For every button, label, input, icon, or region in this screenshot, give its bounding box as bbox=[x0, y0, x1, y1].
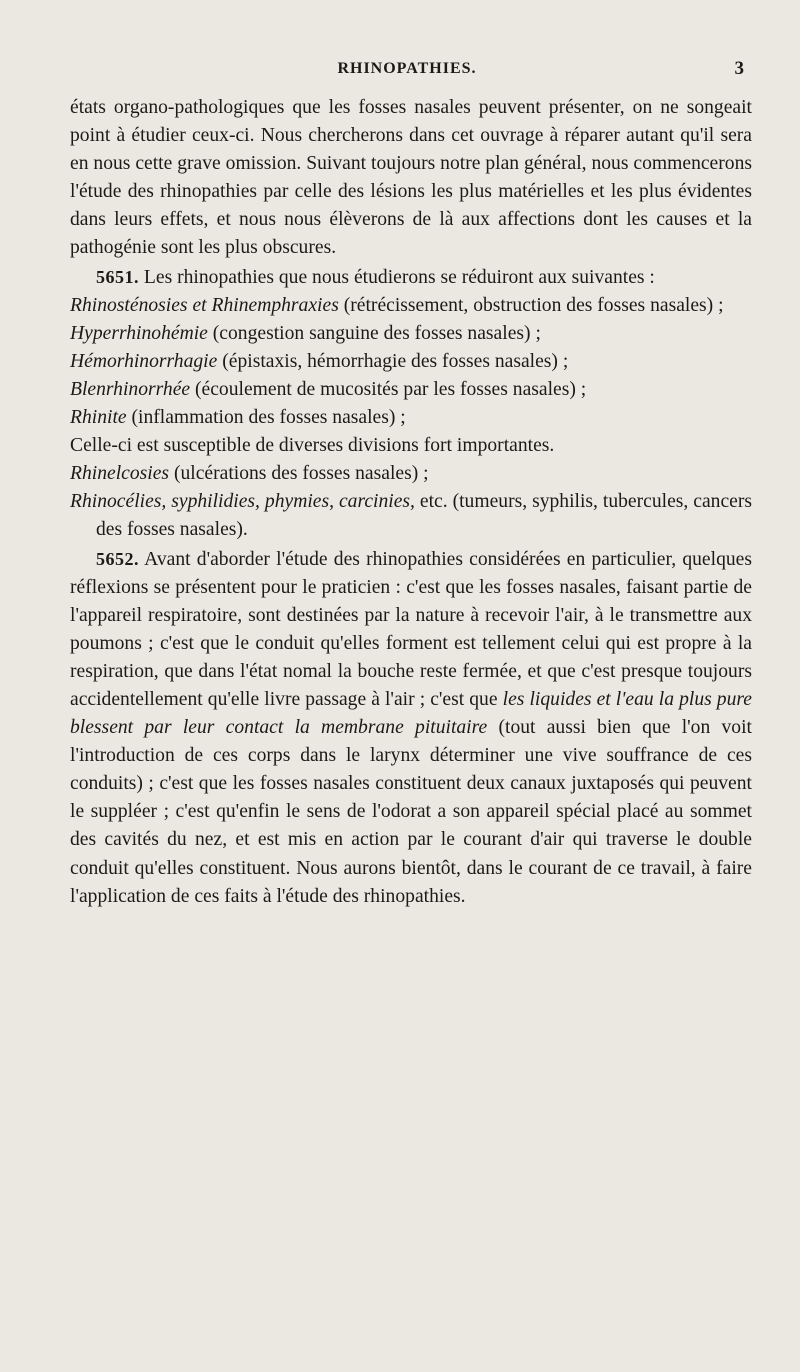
list-term: Rhinocélies, syphilidies, phymies, carcinies, bbox=[70, 491, 415, 513]
section-5651 bbox=[70, 263, 752, 292]
list-term: Rhinelcosies bbox=[70, 463, 170, 485]
page-body bbox=[70, 94, 752, 911]
list-item bbox=[70, 292, 752, 320]
list-item bbox=[70, 348, 752, 376]
list-note: Celle-ci est susceptible de diverses divisions fort importantes. bbox=[70, 435, 555, 457]
section-number: 5652. bbox=[96, 548, 139, 569]
intro-paragraph: états organo-pathologiques que les fosses nasales peuvent présenter, on ne songeait point à étudier ceux-ci. Nous chercherons dans cet ouvrage à réparer autant qu'il sera en nous cette grave omission. Suivant toujours notre plan général, nous commencerons l'étude des rhinopathies par celle des lésions les plus matérielles et les plus évidentes dans leurs effets, et nous nous élèverons de là aux affections dont les causes et la pathogénie sont les plus obscures. bbox=[70, 97, 752, 259]
list-item bbox=[70, 320, 752, 348]
section-text-italic: les liquides et l'eau la plus pure blessent par leur contact la membrane pituitaire bbox=[70, 688, 752, 739]
list-desc: etc. (tumeurs, syphilis, tubercules, cancers des fosses nasales). bbox=[96, 491, 752, 541]
running-title: RHINOPATHIES. bbox=[337, 60, 477, 77]
list-desc: (épistaxis, hémorrhagie des fosses nasales) ; bbox=[222, 350, 569, 372]
list-item bbox=[70, 376, 752, 404]
section-5652 bbox=[70, 545, 752, 911]
list-term: Blenrhinorrhée bbox=[70, 378, 191, 400]
page-number: 3 bbox=[734, 58, 744, 79]
list-desc: (inflammation des fosses nasales) ; bbox=[131, 407, 406, 429]
list-term: Rhinite bbox=[70, 407, 127, 429]
list-term: Hyperrhinohémie bbox=[70, 322, 208, 344]
running-head bbox=[70, 60, 744, 84]
section-number: 5651. bbox=[96, 266, 139, 287]
list-term: Rhinosténosies et Rhinemphraxies bbox=[70, 294, 339, 316]
list-desc: (congestion sanguine des fosses nasales) ; bbox=[212, 322, 541, 344]
list-desc: (rétrécissement, obstruction des fosses nasales) ; bbox=[343, 294, 724, 316]
list-desc: (ulcérations des fosses nasales) ; bbox=[173, 463, 429, 485]
list-item bbox=[70, 404, 752, 432]
list-desc: (écoulement de mucosités par les fosses nasales) ; bbox=[195, 378, 587, 400]
section-text-a: Avant d'aborder l'étude des rhinopathies considérées en particulier, quelques réflexions se présentent pour le praticien : c'est que les fosses nasales, faisant partie de l'appareil respiratoire, sont destinées par la nature à recevoir l'air, à le transmettre aux poumons ; c'est que le conduit qu'elles forment est tellement celui qui est propre à la respiration, que dans l'état nomal la bouche reste fermée, et que c'est presque toujours accidentellement qu'elle livre passage à l'air ; c'est que bbox=[70, 548, 752, 710]
list-term: Hémorhinorrhagie bbox=[70, 350, 218, 372]
section-text: Les rhinopathies que nous étudierons se réduiront aux suivantes : bbox=[143, 266, 655, 288]
list-item bbox=[70, 488, 752, 544]
list-item bbox=[70, 460, 752, 488]
section-text-b: (tout aussi bien que l'on voit l'introduction de ces corps dans le larynx déterminer une vive souffrance de ces conduits) ; c'est que les fosses nasales constituent deux canaux juxtaposés qui peuvent le suppléer ; c'est qu'enfin le sens de l'odorat a son appareil spécial placé au sommet des cavités du nez, et est mis en action par le courant d'air qui traverse le double conduit qu'elles constituent. Nous aurons bientôt, dans le courant de ce travail, à faire l'application de ces faits à l'étude des rhinopathies. bbox=[70, 717, 752, 907]
